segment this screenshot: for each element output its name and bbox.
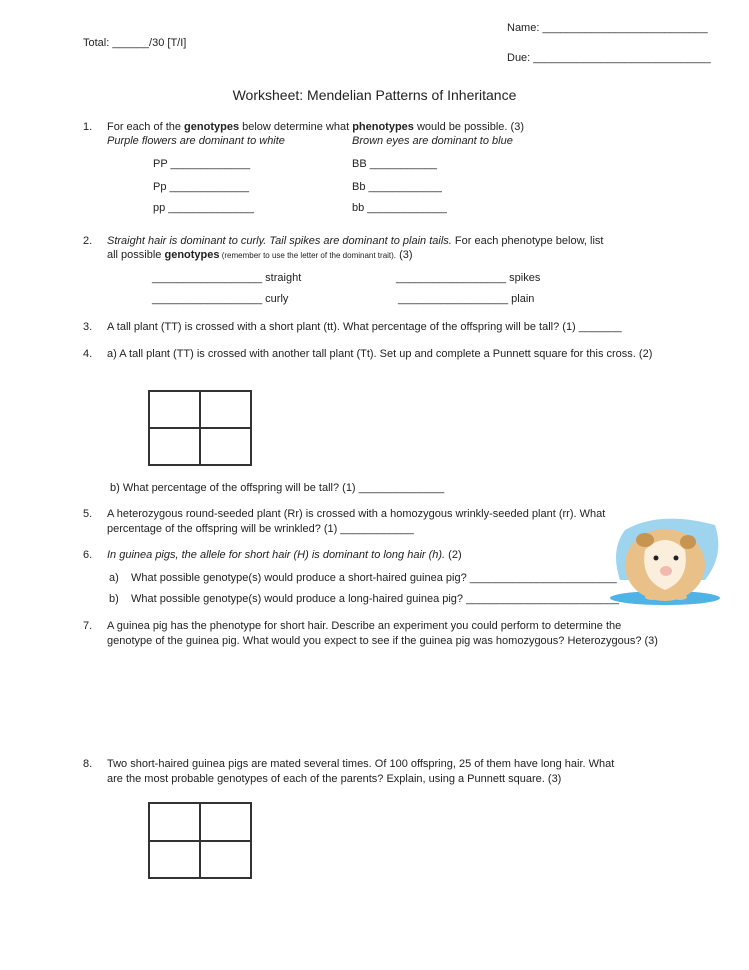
question-1: 1. For each of the genotypes below determine what phenotypes would be possible. (3)	[83, 121, 524, 133]
question-6a: a) What possible genotype(s) would produce a short-haired guinea pig? ________________________	[109, 572, 617, 584]
question-3: 3. A tall plant (TT) is crossed with a short plant (tt). What percentage of the offspring will be tall? (1) _______	[83, 321, 622, 333]
question-6: 6. In guinea pigs, the allele for short hair (H) is dominant to long hair (h). (2)	[83, 549, 462, 561]
punnett-square-2	[148, 802, 252, 879]
question-4b: b) What percentage of the offspring will be tall? (1) ______________	[110, 482, 445, 494]
due-field: Due: _____________________________	[507, 52, 711, 64]
q2-blank: __________________ spikes	[396, 272, 541, 284]
punnett-square-1	[148, 390, 252, 466]
q1-blank: Pp _____________	[153, 181, 250, 193]
question-2-line2: all possible genotypes (remember to use the letter of the dominant trait). (3)	[107, 249, 413, 261]
question-2: 2. Straight hair is dominant to curly. Tail spikes are dominant to plain tails. For each phenotype below, list	[83, 235, 604, 247]
q1-blank: Bb ____________	[352, 181, 442, 193]
question-7-line2: genotype of the guinea pig. What would you expect to see if the guinea pig was homozygous? Heterozygous? (3)	[107, 635, 658, 647]
q1-blank: PP _____________	[153, 158, 251, 170]
total-score: Total: ______/30 [T/I]	[83, 37, 187, 49]
q1-left-note: Purple flowers are dominant to white	[107, 135, 285, 147]
question-6b: b) What possible genotype(s) would produce a long-haired guinea pig? _________________________	[109, 593, 620, 605]
q2-blank: __________________ straight	[152, 272, 302, 284]
question-5: 5. A heterozygous round-seeded plant (Rr) is crossed with a homozygous wrinkly-seeded plant (rr). What	[83, 508, 606, 520]
q1-blank: BB ___________	[352, 158, 438, 170]
question-4a: 4. a) A tall plant (TT) is crossed with another tall plant (Tt). Set up and complete a Punnett square for this cross. (2)	[83, 348, 653, 360]
q1-blank: bb _____________	[352, 202, 447, 214]
question-7: 7. A guinea pig has the phenotype for short hair. Describe an experiment you could perform to determine the	[83, 620, 622, 632]
q2-blank: __________________ curly	[152, 293, 289, 305]
question-8: 8. Two short-haired guinea pigs are mated several times. Of 100 offspring, 25 of them have long hair. What	[83, 758, 615, 770]
guinea-pig-illustration	[600, 505, 730, 605]
worksheet-title: Worksheet: Mendelian Patterns of Inheritance	[232, 87, 517, 103]
q1-blank: pp ______________	[153, 202, 254, 214]
question-5-line2: percentage of the offspring will be wrinkled? (1) ____________	[107, 523, 414, 535]
name-field: Name: ___________________________	[507, 22, 708, 34]
q1-right-note: Brown eyes are dominant to blue	[352, 135, 513, 147]
question-8-line2: are the most probable genotypes of each of the parents? Explain, using a Punnett square. (3)	[107, 773, 562, 785]
q2-blank: __________________ plain	[398, 293, 535, 305]
